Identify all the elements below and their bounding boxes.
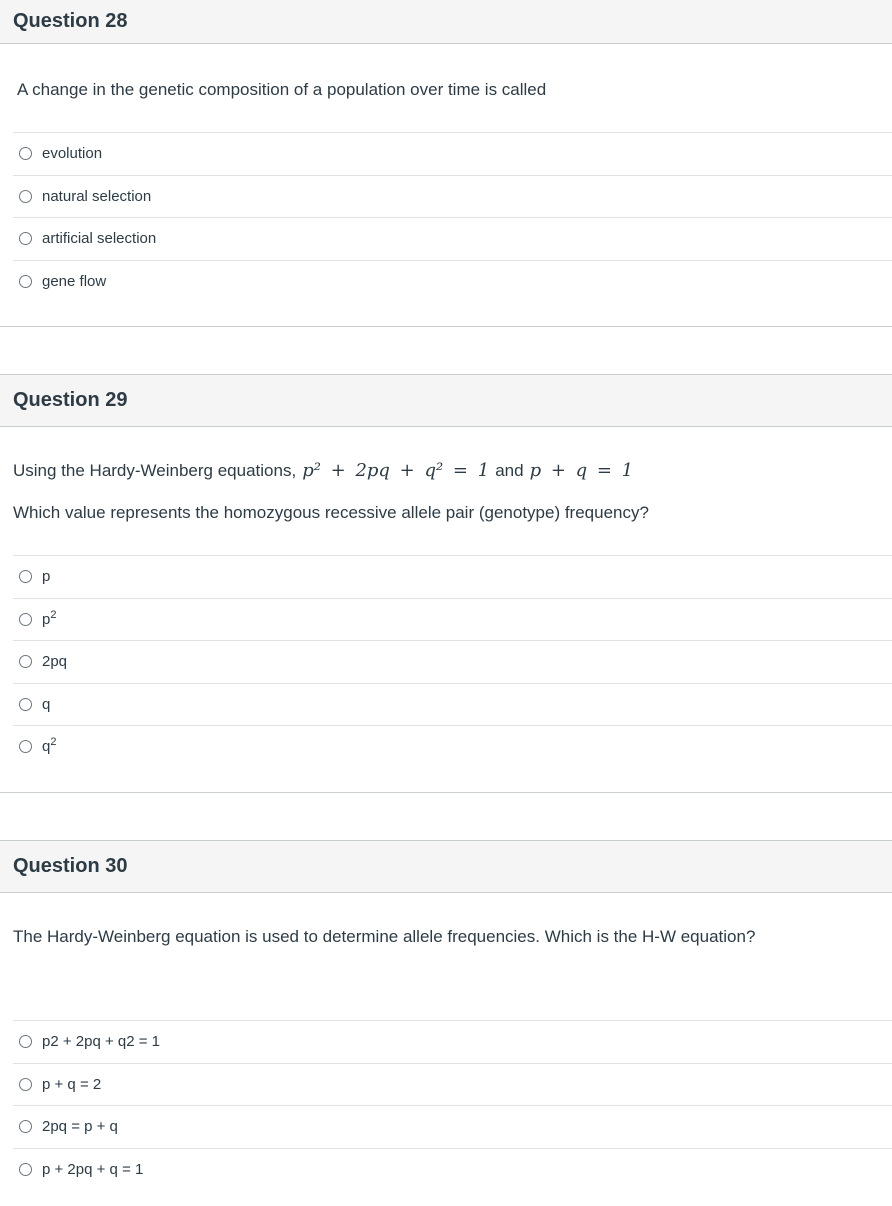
answer-option[interactable]	[13, 725, 892, 768]
answer-option[interactable]	[13, 683, 892, 726]
radio-button[interactable]	[19, 698, 32, 711]
answer-option[interactable]	[13, 132, 892, 175]
equation-2: p + q = 1	[529, 460, 634, 481]
superscript: 2	[50, 608, 57, 621]
answer-label: p2 + 2pq + q2 = 1	[42, 1033, 161, 1051]
answer-list	[13, 555, 892, 768]
question-text: The Hardy-Weinberg equation is used to determine allele frequencies. Which is the H-W equation?	[13, 927, 756, 946]
answer-option[interactable]	[13, 1148, 892, 1191]
answer-option[interactable]	[13, 217, 892, 260]
answer-label: artificial selection	[42, 230, 157, 248]
radio-button[interactable]	[19, 655, 32, 668]
question-header	[0, 0, 892, 44]
superscript: 2	[50, 736, 57, 749]
radio-button[interactable]	[19, 740, 32, 753]
question-text-and: and	[495, 461, 524, 480]
question-title: Question 30	[13, 855, 128, 877]
question-header	[0, 374, 892, 427]
radio-button[interactable]	[19, 1163, 32, 1176]
answer-option[interactable]	[13, 1105, 892, 1148]
answer-option[interactable]	[13, 1020, 892, 1063]
radio-button[interactable]	[19, 232, 32, 245]
question-28	[0, 0, 892, 44]
question-text	[13, 460, 633, 481]
answer-list	[13, 1020, 892, 1190]
answer-label: p	[42, 568, 51, 586]
radio-button[interactable]	[19, 613, 32, 626]
question-text-prefix: Using the Hardy-Weinberg equations,	[13, 461, 297, 480]
divider	[0, 326, 892, 327]
answer-label: p + 2pq + q = 1	[42, 1160, 144, 1178]
question-title: Question 29	[13, 389, 128, 411]
answer-label: q	[42, 695, 51, 713]
answer-label: 2pq	[42, 653, 68, 671]
answer-label: $p^2$	[42, 608, 57, 628]
question-text: A change in the genetic composition of a population over time is called	[17, 80, 547, 99]
answer-label: evolution	[42, 145, 103, 163]
question-text-2: Which value represents the homozygous recessive allele pair (genotype) frequency?	[13, 503, 649, 522]
answer-label: p + q = 2	[42, 1075, 102, 1093]
radio-button[interactable]	[19, 1078, 32, 1091]
answer-option[interactable]	[13, 640, 892, 683]
radio-button[interactable]	[19, 190, 32, 203]
answer-option[interactable]	[13, 1063, 892, 1106]
answer-label: natural selection	[42, 187, 152, 205]
radio-button[interactable]	[19, 1120, 32, 1133]
radio-button[interactable]	[19, 275, 32, 288]
radio-button[interactable]	[19, 147, 32, 160]
question-title: Question 28	[13, 9, 128, 32]
question-header	[0, 840, 892, 893]
answer-option[interactable]	[13, 175, 892, 218]
answer-option[interactable]	[13, 555, 892, 598]
answer-option[interactable]	[13, 598, 892, 641]
answer-label: $q^2$	[42, 736, 57, 756]
answer-list	[13, 132, 892, 302]
answer-label: gene flow	[42, 272, 107, 290]
question-29	[0, 374, 892, 427]
divider	[0, 792, 892, 793]
radio-button[interactable]	[19, 570, 32, 583]
question-30	[0, 840, 892, 893]
answer-label: 2pq = p + q	[42, 1118, 118, 1136]
equation-1: p² + 2pq + q² = 1	[302, 460, 490, 481]
answer-option[interactable]	[13, 260, 892, 303]
radio-button[interactable]	[19, 1035, 32, 1048]
